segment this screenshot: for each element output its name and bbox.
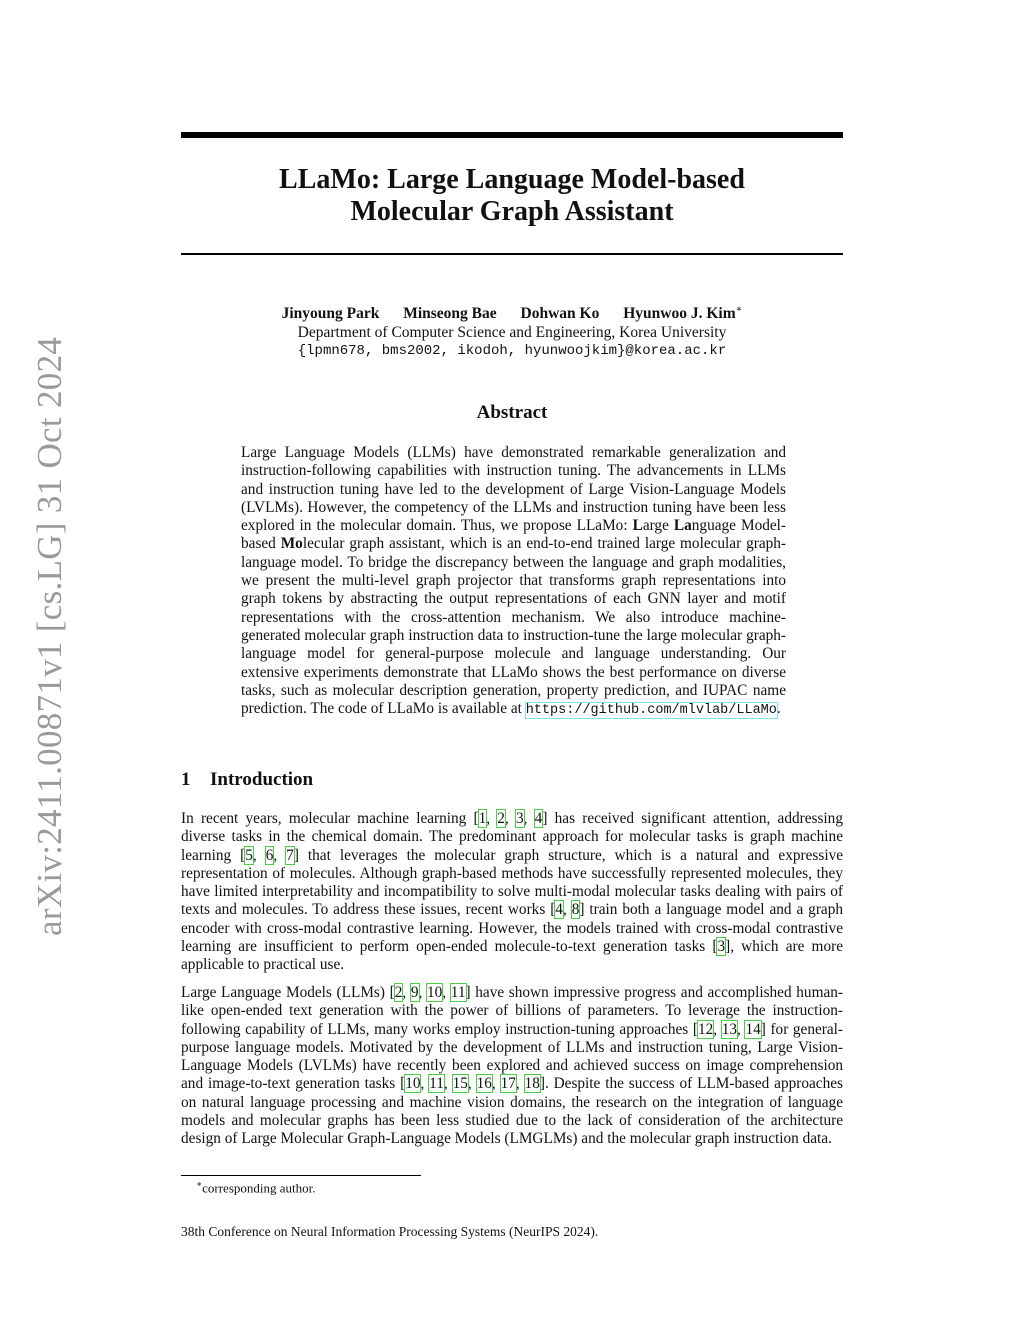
abstract-emphasis: Mo <box>280 535 303 553</box>
author-name-corresponding <box>623 305 742 322</box>
abstract-part: arge <box>642 517 674 535</box>
abstract-part: Large Language Models (LLMs) have demonstrated remarkable generalization and instruction-following capabilities with instruction tuning. The advancements in LLMs and instruction tuning have led to the development of Large Vision-Language Models (LVLMs). However, the competency of the LLMs and instruction tuning have been less explored in the molecular domain. Thus, we propose LLaMo: <box>241 444 786 535</box>
paragraph-text: In recent years, molecular machine learning [ <box>181 810 479 827</box>
intro-paragraph-2 <box>181 984 843 1149</box>
title-line-2: Molecular Graph Assistant <box>350 196 674 227</box>
paragraph-text: , <box>402 984 411 1001</box>
abstract-part: nguage Model-based <box>241 517 786 553</box>
section-title: Introduction <box>210 769 314 790</box>
author-name: Minseong Bae <box>403 305 497 323</box>
citation-link[interactable]: 2 <box>394 984 403 1001</box>
citation-link[interactable]: 5 <box>245 846 253 864</box>
paragraph-text: , <box>523 810 535 827</box>
citation-link[interactable]: 18 <box>524 1075 540 1093</box>
paragraph-text: , <box>562 901 572 919</box>
citation-link[interactable]: 7 <box>286 846 294 864</box>
author-emails: {lpmn678, bms2002, ikodoh, hyunwoojkim}@korea.ac.kr <box>297 343 727 360</box>
corresponding-author-mark: ∗ <box>735 304 743 315</box>
citation-link[interactable]: 1 <box>478 810 487 827</box>
title-line-1: LLaMo: Large Language Model-based <box>279 164 745 195</box>
citation-link[interactable]: 6 <box>265 846 274 864</box>
paragraph-text: , <box>486 810 498 827</box>
paragraph-text: Large Language Models (LLMs) [ <box>181 984 395 1001</box>
abstract-emphasis: L <box>632 517 643 535</box>
abstract-part: . <box>776 700 781 718</box>
footnote <box>196 1179 316 1196</box>
citation-link[interactable]: 17 <box>500 1075 516 1093</box>
paragraph-text: , <box>442 984 451 1001</box>
citation-link[interactable]: 12 <box>697 1020 714 1038</box>
paragraph-text: , <box>467 1075 477 1093</box>
paragraph-text: , <box>736 1020 746 1038</box>
author-name: Dohwan Ko <box>520 305 600 323</box>
citation-link[interactable]: 3 <box>717 938 726 956</box>
paragraph-text: ], which are more applicable to practical use. <box>181 938 843 974</box>
paragraph-text: ] train both a language model and a graph encoder with cross-modal contrastive learning. However, the models trained with cross-modal contrastive learning are insufficient to perform open-ended molecule-to-text generation tasks [ <box>181 901 844 956</box>
paragraph-text: , <box>420 1075 430 1093</box>
paper-title <box>181 164 843 228</box>
author-name: Jinyoung Park <box>281 305 380 323</box>
paragraph-text: ] has received significant attention, addressing diverse tasks in the chemical domain. The predominant approach for molecular tasks is graph machine learning [ <box>181 810 843 864</box>
title-top-rule <box>181 132 843 138</box>
abstract-heading: Abstract <box>476 402 548 423</box>
paragraph-text: , <box>418 984 427 1001</box>
citation-link[interactable]: 8 <box>571 901 580 919</box>
paragraph-text: ] that leverages the molecular graph structure, which is a natural and expressive representation of molecules. Although graph-based methods have successfully represented molecules, they have limited interpretability and incompatibility to solve multi-modal molecular tasks dealing with pairs of texts and molecules. To address these issues, recent works [ <box>181 846 844 919</box>
citation-link[interactable]: 11 <box>450 984 466 1001</box>
footnote-mark: ∗ <box>196 1179 203 1189</box>
citation-link[interactable]: 4 <box>555 901 563 919</box>
abstract-part: lecular graph assistant, which is an end-to-end trained large molecular graph-language model. To bridge the discrepancy between the language and graph modalities, we present the multi-level graph projector that transforms graph representations into graph tokens by abstracting the output representations of each GNN layer and motif representations with the cross-attention mechanism. We also introduce machine-generated molecular graph instruction data to instruction-tune the large molecular graph-language model for general-purpose molecule and language understanding. Our extensive experiments demonstrate that LLaMo shows the best performance on diverse tasks, such as molecular description generation, property prediction, and IUPAC name prediction. The code of LLaMo is available at <box>241 535 786 718</box>
footnote-rule <box>181 1175 421 1176</box>
citation-link[interactable]: 14 <box>745 1020 761 1038</box>
citation-link[interactable]: 13 <box>721 1020 737 1038</box>
paragraph-text: , <box>491 1075 501 1093</box>
citation-link[interactable]: 15 <box>452 1075 468 1093</box>
footnote-text: corresponding author. <box>202 1180 316 1196</box>
paragraph-text: ] for general-purpose language models. Motivated by the development of LLMs and instruction tuning, Large Vision-Language Models (LVLMs) have recently been explored and achieved success on image comprehension and image-to-text generation tasks [ <box>181 1020 844 1093</box>
citation-link[interactable]: 4 <box>534 810 543 827</box>
affiliation: Department of Computer Science and Engineering, Korea University <box>297 324 727 342</box>
citation-link[interactable]: 11 <box>429 1075 444 1093</box>
citation-link[interactable]: 16 <box>476 1075 492 1093</box>
abstract-text <box>241 444 786 720</box>
paragraph-text: ] have shown impressive progress and accomplished human-like open-ended text generation with the power of billions of parameters. To leverage the instruction-following capability of LLMs, many works employ instruction-tuning approaches [ <box>181 984 843 1038</box>
section-heading-introduction <box>181 769 313 791</box>
section-number: 1 <box>181 769 191 790</box>
paragraph-text: , <box>504 810 516 827</box>
arxiv-identifier-stamp: arXiv:2411.00871v1 [cs.LG] 31 Oct 2024 <box>30 336 69 936</box>
citation-link[interactable]: 10 <box>405 1075 421 1093</box>
citation-link[interactable]: 2 <box>497 810 505 827</box>
paragraph-text: , <box>713 1020 722 1038</box>
citation-link[interactable]: 10 <box>427 984 443 1001</box>
paragraph-text: , <box>515 1075 525 1093</box>
title-bottom-rule <box>181 253 843 255</box>
abstract-emphasis: La <box>673 517 692 535</box>
intro-paragraph-1 <box>181 810 843 975</box>
venue-footer: 38th Conference on Neural Information Processing Systems (NeurIPS 2024). <box>181 1224 599 1239</box>
author-names <box>181 300 843 323</box>
code-url-link[interactable]: https://github.com/mlvlab/LLaMo <box>525 703 777 719</box>
citation-link[interactable]: 3 <box>515 810 524 827</box>
paragraph-text: , <box>443 1075 453 1093</box>
author-block <box>181 300 843 361</box>
paragraph-text: , <box>273 846 287 864</box>
paragraph-text: , <box>252 846 266 864</box>
citation-link[interactable]: 9 <box>410 984 419 1001</box>
author-name: Hyunwoo J. Kim <box>623 305 736 323</box>
paragraph-text: ]. Despite the success of LLM-based approaches on natural language processing and machine vision domains, the research on the integration of language models and molecular graphs has been less studied due to the lack of consideration of the architecture design of Large Molecular Graph-Language Models (LMGLMs) and the molecular graph instruction data. <box>181 1075 843 1148</box>
